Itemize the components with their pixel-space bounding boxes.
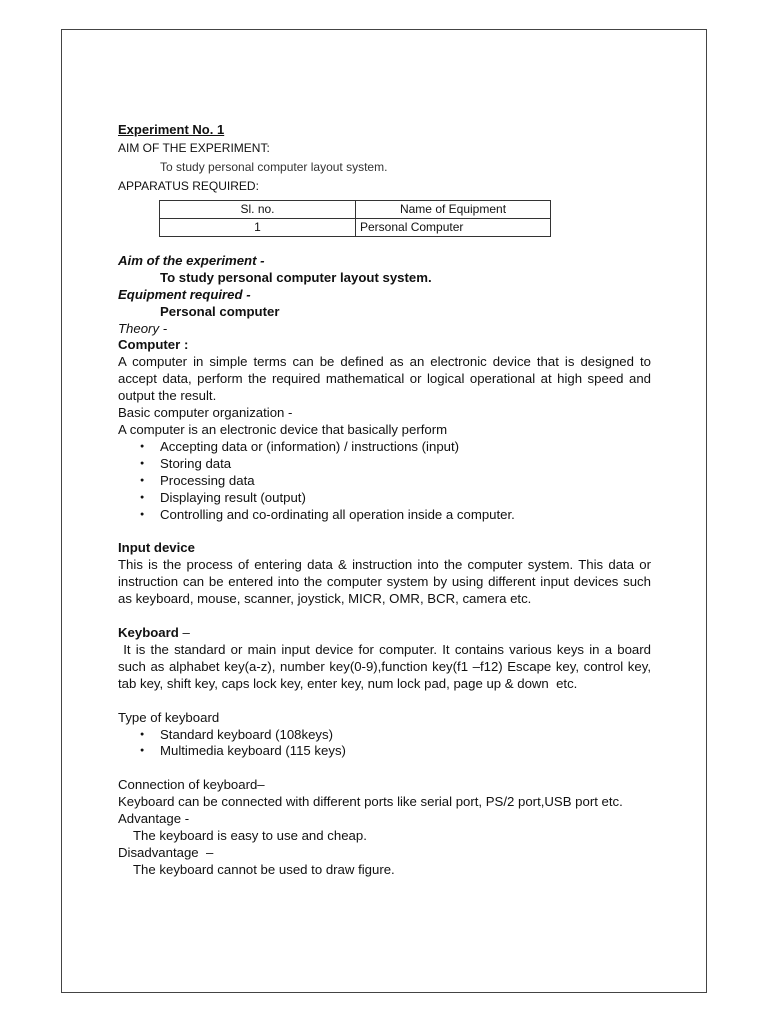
computer-definition: A computer in simple terms can be defined as an electronic device that is designed to accept data, perform the required mathematical or logical operational at high speed and output the result.	[118, 354, 651, 404]
aim-text: To study personal computer layout system.	[160, 159, 388, 174]
table-cell: 1	[160, 218, 356, 236]
keyboard-description: It is the standard or main input device for computer. It contains various keys in a board such as alphabet key(a-z), number key(0-9),function key(f1 –f12) Escape key, control key, tab key, shift key, caps lock key, enter key, num lock pad, page up & down etc.	[118, 641, 655, 691]
disadvantage-text: The keyboard cannot be used to draw figure.	[133, 861, 395, 877]
organization-heading: Basic computer organization -	[118, 405, 293, 421]
experiment-title: Experiment No. 1	[118, 122, 225, 137]
list-item: ● Accepting data or (information) / instructions (input)	[160, 439, 651, 456]
list-item: ● Storing data	[160, 456, 651, 473]
keyboard-heading-line	[118, 625, 651, 642]
document-page	[61, 29, 707, 993]
table-header-row	[160, 200, 551, 218]
table-header-cell: Name of Equipment	[356, 200, 551, 218]
list-item: ● Multimedia keyboard (115 keys)	[160, 743, 651, 760]
disadvantage-heading: Disadvantage –	[118, 845, 214, 860]
list-item: ● Controlling and co-ordinating all operation inside a computer.	[160, 507, 651, 524]
input-device-heading: Input device	[118, 540, 195, 556]
advantage-text: The keyboard is easy to use and cheap.	[133, 828, 367, 844]
aim-heading: AIM OF THE EXPERIMENT:	[118, 140, 270, 155]
functions-list	[118, 439, 651, 524]
theory-label: Theory -	[118, 320, 168, 336]
keyboard-types-heading: Type of keyboard	[118, 709, 220, 725]
apparatus-heading: APPARATUS REQUIRED:	[118, 178, 259, 193]
aim-section-heading: Aim of the experiment -	[118, 252, 265, 268]
connection-text: Keyboard can be connected with different ports like serial port, PS/2 port,USB port etc.	[118, 794, 623, 810]
input-device-text: This is the process of entering data & instruction into the computer system. This data or instruction can be entered into the computer system by using different input devices such as keyboard, mouse, scanner, joystick, MICR, OMR, BCR, camera etc.	[118, 557, 651, 607]
organization-intro: A computer is an electronic device that basically perform	[118, 421, 448, 437]
document-content	[118, 121, 655, 879]
list-item: ● Standard keyboard (108keys)	[160, 727, 651, 744]
keyboard-heading-dash: –	[178, 625, 190, 641]
aim-section-text: To study personal computer layout system.	[160, 269, 432, 285]
table-cell: Personal Computer	[356, 218, 551, 236]
computer-heading: Computer :	[118, 337, 189, 353]
keyboard-heading: Keyboard	[118, 625, 179, 641]
connection-heading: Connection of keyboard–	[118, 777, 265, 793]
equipment-section-text: Personal computer	[160, 303, 280, 319]
equipment-section-heading: Equipment required -	[118, 286, 251, 302]
list-item: ● Displaying result (output)	[160, 490, 651, 507]
advantage-heading: Advantage -	[118, 811, 190, 827]
table-row	[160, 218, 551, 236]
list-item: ● Processing data	[160, 473, 651, 490]
keyboard-types-list	[118, 727, 651, 761]
table-header-cell: Sl. no.	[160, 200, 356, 218]
equipment-table	[159, 200, 551, 237]
